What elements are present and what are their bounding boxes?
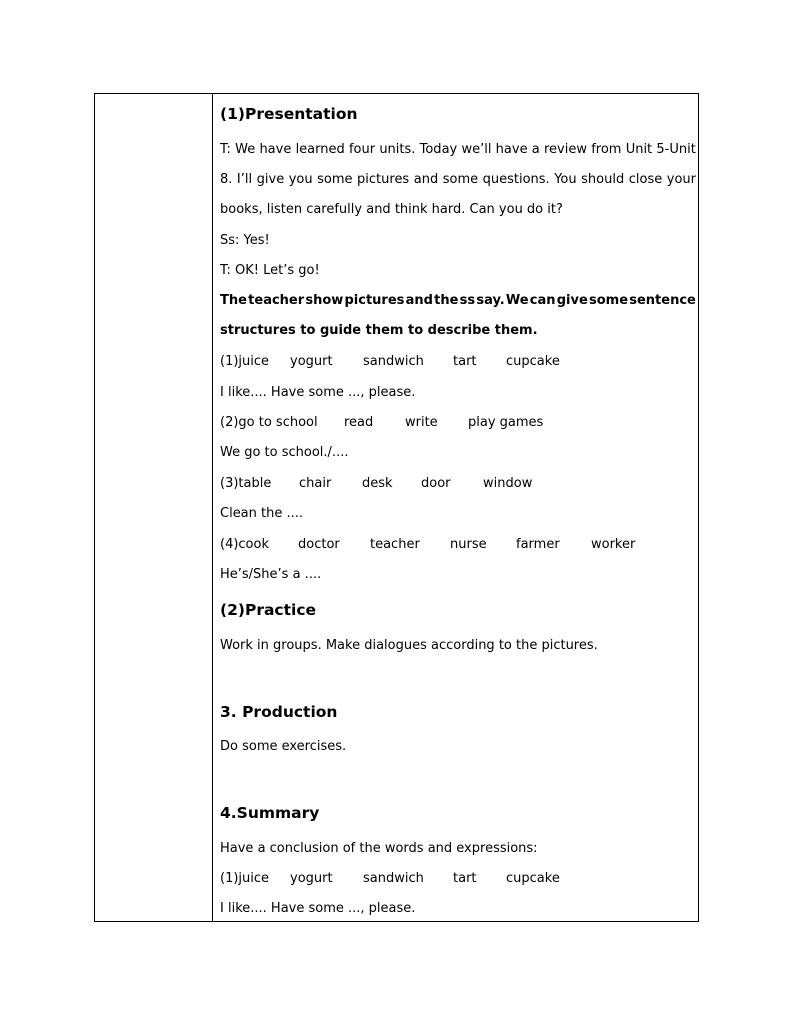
list-item: cupcake [506,871,560,886]
word: some [442,172,479,187]
list-item: (3)table [220,476,272,491]
list-item: read [344,415,374,430]
word: have [495,142,528,157]
list-item: farmer [516,537,560,552]
word: some [317,172,353,187]
practice-text: Work in groups. Make dialogues according to the pictures. [220,638,598,653]
word: sentence [629,293,696,308]
word: some [589,293,629,308]
word: give [556,293,588,308]
practice-heading: (2)Practice [220,601,317,619]
instruction-bold-line-1 [220,293,696,309]
word: Unit [625,142,653,157]
word: units. [379,142,416,157]
lesson-table [94,93,699,922]
word: and [405,293,433,308]
word: a [531,142,540,157]
summary-heading: 4.Summary [220,804,320,822]
word: the [434,293,459,308]
teacher-reply: T: OK! Let’s go! [220,263,320,278]
word-list-furniture [220,476,532,492]
word: 8. [220,172,233,187]
word: close [628,172,663,187]
presentation-paragraph-line-1 [220,142,696,158]
students-reply: Ss: Yes! [220,233,270,248]
list-item: (1)juice [220,354,270,369]
word: give [256,172,285,187]
summary-text: Have a conclusion of the words and expressions: [220,841,538,856]
list-item: (2)go to school [220,415,318,430]
sentence-food: I like.... Have some ..., please. [220,385,416,400]
list-item: play games [468,415,544,430]
list-item: desk [362,476,393,491]
list-item: sandwich [363,354,424,369]
word: you [288,172,313,187]
word-list-actions [220,415,543,431]
word: Today [419,142,458,157]
list-item: worker [591,537,636,552]
list-item: yogurt [290,871,333,886]
word: and [413,172,439,187]
word: ss [459,293,476,308]
summary-sentence-food: I like.... Have some ..., please. [220,901,416,916]
list-item: teacher [370,537,420,552]
word: review [543,142,587,157]
summary-word-list-food [220,871,560,887]
list-item: (4)cook [220,537,269,552]
word: pictures [344,293,405,308]
word-list-jobs [220,537,635,553]
word: The [220,293,247,308]
word: questions. [482,172,550,187]
word: teacher [248,293,305,308]
list-item: doctor [298,537,340,552]
word: T: [220,142,231,157]
presentation-paragraph-line-3: books, listen carefully and think hard. Can you do it? [220,202,563,217]
word: can [529,293,556,308]
word: your [666,172,696,187]
list-item: tart [453,871,477,886]
list-item: (1)juice [220,871,270,886]
word: We [235,142,256,157]
presentation-heading: (1)Presentation [220,105,358,123]
list-item: chair [299,476,332,491]
list-item: yogurt [290,354,333,369]
list-item: write [405,415,438,430]
word: four [348,142,376,157]
instruction-bold-line-2: structures to guide them to describe them. [220,323,538,338]
word: learned [295,142,345,157]
word: we’ll [461,142,492,157]
word: from [591,142,622,157]
word-list-food [220,354,560,370]
word: You [554,172,577,187]
sentence-actions: We go to school./.... [220,445,349,460]
production-text: Do some exercises. [220,739,347,754]
list-item: window [483,476,533,491]
sentence-furniture: Clean the .... [220,506,304,521]
list-item: nurse [450,537,487,552]
word: have [259,142,292,157]
word: should [581,172,625,187]
word: 5-Unit [656,142,696,157]
presentation-paragraph-line-2 [220,172,696,188]
word: We [505,293,529,308]
word: pictures [357,172,410,187]
list-item: tart [453,354,477,369]
word: I’ll [236,172,253,187]
word: show [305,293,344,308]
list-item: sandwich [363,871,424,886]
sentence-jobs: He’s/She’s a .... [220,567,322,582]
list-item: cupcake [506,354,560,369]
column-divider [212,94,213,921]
list-item: door [421,476,451,491]
production-heading: 3. Production [220,703,338,721]
word: say. [476,293,505,308]
